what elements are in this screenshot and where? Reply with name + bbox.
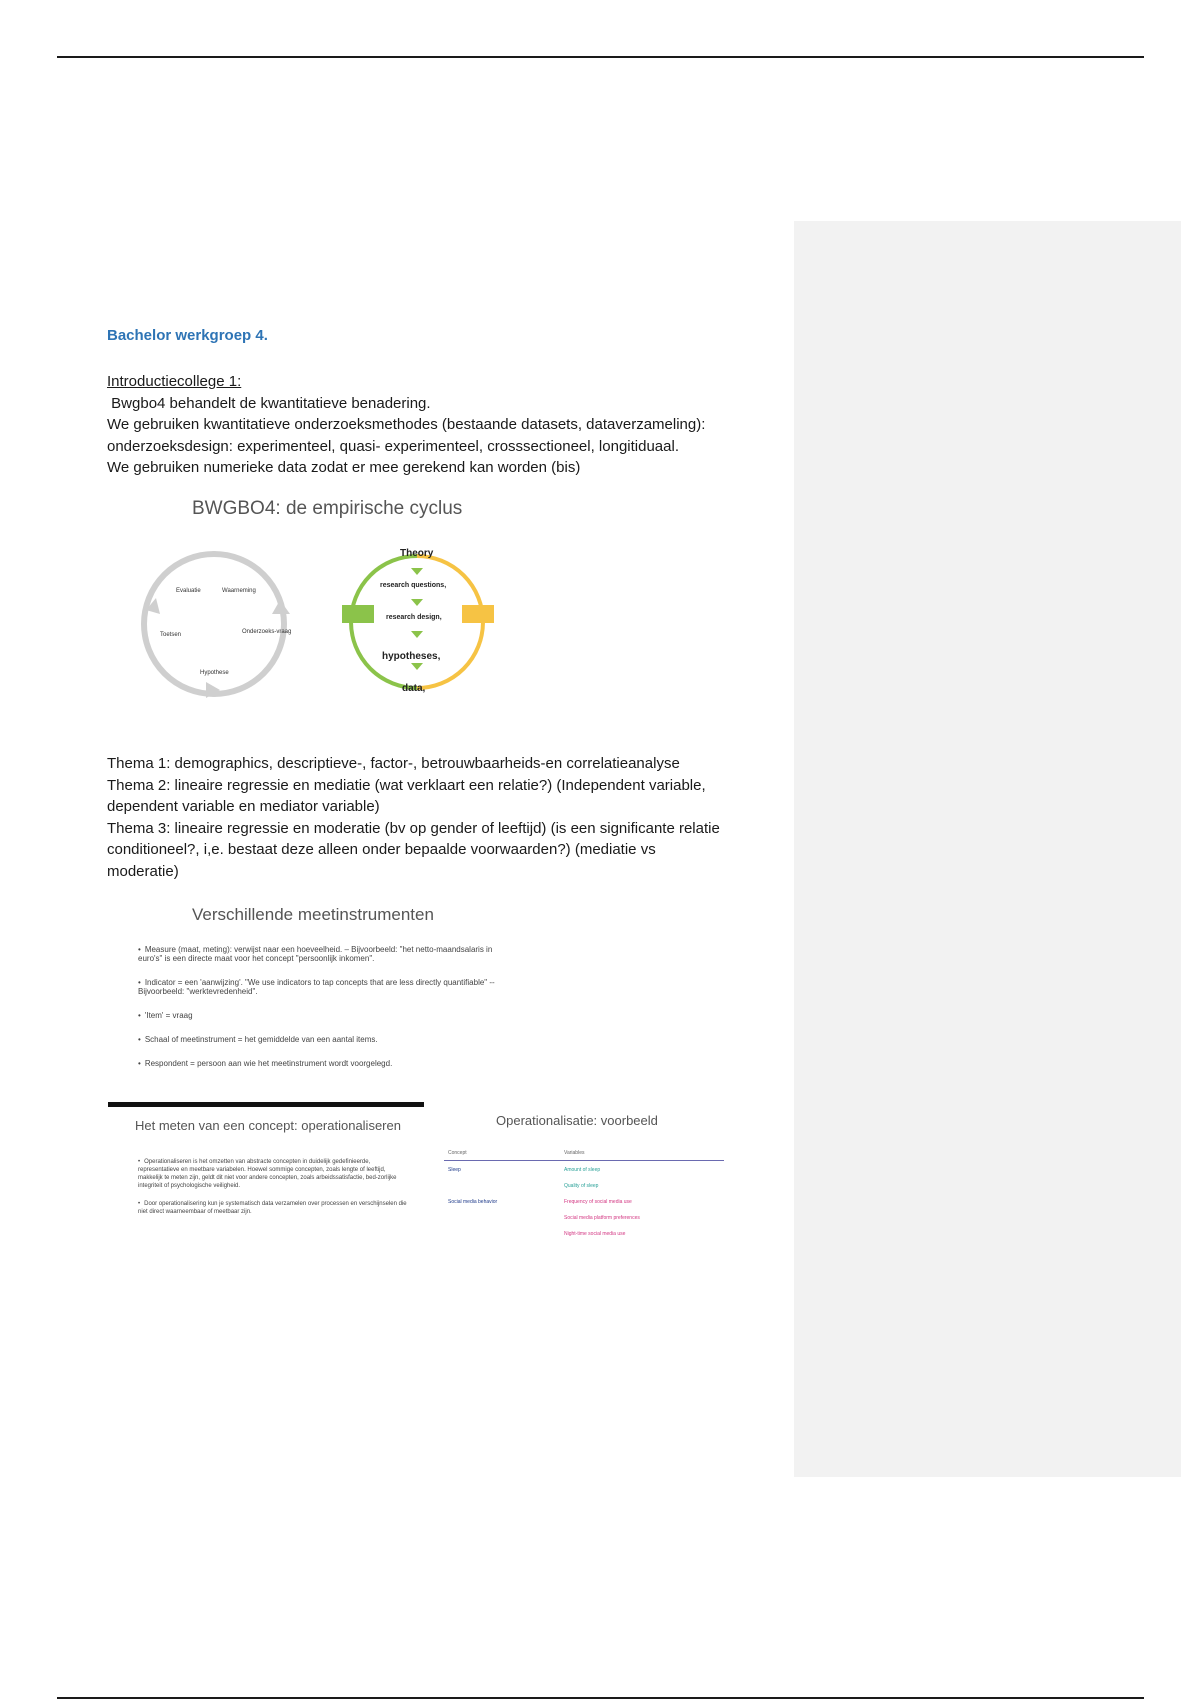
slide-meetinstrumenten (120, 895, 520, 1095)
theme-line: moderatie) (107, 862, 179, 880)
cycle-diagrams (120, 490, 540, 705)
bullet-item: • Indicator = een 'aanwijzing'. "We use indicators to tap concepts that are less directly quantifiable" -- Bijvoorbeeld: "werktevredenheid". (138, 978, 508, 996)
intro-heading: Introductiecollege 1: (107, 373, 242, 390)
theme-line: conditioneel?, i,e. bestaat deze alleen onder bepaalde voorwaarden?) (mediatie vs (107, 841, 656, 858)
bullet-list (138, 945, 508, 1083)
intro-line: Bwgbo4 behandelt de kwantitatieve benadering. (107, 394, 431, 412)
slide-title: Verschillende meetinstrumenten (192, 905, 434, 924)
bullet-item: • Schaal of meetinstrument = het gemiddelde van een aantal items. (138, 1035, 508, 1044)
left-cycle (144, 554, 291, 698)
intro-line: onderzoeksdesign: experimenteel, quasi- experimenteel, crosssectioneel, longitiduaal. (107, 437, 679, 455)
intro-line: We gebruiken numerieke data zodat er mee gerekend kan worden (bis) (107, 459, 581, 476)
theme-line: Thema 3: lineaire regressie en moderatie (bv op gender of leeftijd) (is een significante relatie (107, 819, 720, 837)
intro-line: We gebruiken kwantitatieve onderzoeksmethodes (bestaande datasets, dataverzameling): (107, 416, 706, 433)
slide-title: BWGBO4: de empirische cyclus (192, 498, 463, 519)
right-cycle-label: data, (402, 683, 426, 694)
left-cycle-label: Toetsen (160, 632, 182, 638)
slide-operationalisatie-voorbeeld (440, 1105, 730, 1255)
left-cycle-label: Hypothese (200, 670, 229, 676)
slide-title: Het meten van een concept: operationaliseren (135, 1118, 401, 1133)
table-header: Variables (564, 1150, 585, 1156)
table-cell-variable: Amount of sleep (564, 1167, 601, 1173)
left-cycle-label: Waarneming (222, 588, 256, 594)
bullet-item: • Measure (maat, meting): verwijst naar een hoeveelheid. – Bijvoorbeeld: "het netto-maandsalaris in euro's" is een directe maat voor het concept "persoonlijk inkomen". (138, 945, 508, 963)
theme-line: dependent variable en mediator variable) (107, 798, 380, 815)
themes-section (107, 753, 787, 882)
table-rule (444, 1160, 724, 1161)
table-cell-concept: Sleep (448, 1167, 461, 1173)
theme-line: Thema 2: lineaire regressie en mediatie (wat verklaart een relatie?) (Independent variable, (107, 776, 706, 794)
intro-section (107, 371, 787, 479)
bullet-list (138, 1158, 408, 1226)
right-cycle-label: research questions, (380, 582, 447, 589)
header-rule (57, 56, 1144, 58)
footer-rule (57, 1697, 1144, 1699)
document-title: Bachelor werkgroep 4. (107, 327, 268, 344)
table-cell-variable: Frequency of social media use (564, 1199, 632, 1205)
right-cycle (342, 548, 494, 694)
left-cycle-label: Onderzoeks-vraag (242, 629, 292, 635)
separator-bar (108, 1102, 424, 1107)
right-cycle-label: Theory (400, 548, 434, 559)
slide-operationaliseren (118, 1112, 418, 1262)
comment-pane (794, 221, 1181, 1477)
bullet-item: • 'Item' = vraag (138, 1011, 508, 1020)
table-cell-variable: Night-time social media use (564, 1231, 626, 1237)
bullet-item: • Operationaliseren is het omzetten van abstracte concepten in duidelijk gedefinieerde, representatieve en meetbare variabelen. Hoewel sommige concepten, zoals lengte of leeftijd, makkelijk te meten zijn, geldt dit niet voor andere concepten, zoals arbeidssatisfactie, bed-zorlijke integriteit of psychologische veiligheid. (138, 1158, 408, 1190)
bullet-item: • Door operationalisering kun je systematisch data verzamelen over processen en verschijnselen die niet direct waarneembaar of meetbaar zijn. (138, 1200, 408, 1216)
right-cycle-label: hypotheses, (382, 651, 441, 662)
bullet-item: • Respondent = persoon aan wie het meetinstrument wordt voorgelegd. (138, 1059, 508, 1068)
table-cell-variable: Social media platform preferences (564, 1215, 640, 1221)
left-cycle-label: Evaluatie (176, 588, 201, 594)
table-header: Concept (448, 1150, 467, 1156)
right-cycle-label: research design, (386, 614, 442, 621)
table-cell-variable: Quality of sleep (564, 1183, 599, 1189)
slide-empirical-cycle (120, 490, 540, 705)
theme-line: Thema 1: demographics, descriptieve-, factor-, betrouwbaarheids-en correlatieanalyse (107, 755, 680, 772)
slide-title: Operationalisatie: voorbeeld (496, 1113, 658, 1128)
table-cell-concept: Social media behavior (448, 1199, 498, 1205)
